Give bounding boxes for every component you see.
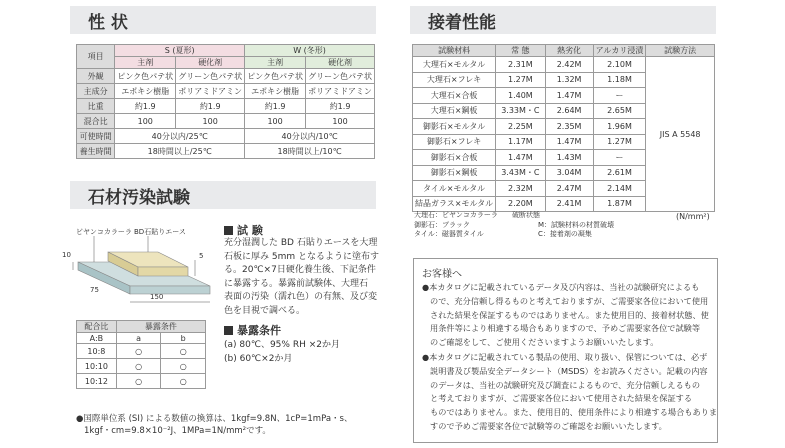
table-row: [77, 344, 206, 359]
b-header: b: [161, 333, 206, 344]
table-cell: 100: [245, 114, 306, 129]
table-row: [77, 99, 375, 114]
table-cell: 3.33M・C: [496, 103, 545, 119]
row-label: 外観: [77, 69, 115, 84]
text-line: M：試験材料の材質破壊: [538, 220, 615, 229]
notice-title: お客様へ: [422, 269, 462, 280]
dim-10: 10: [62, 251, 71, 259]
table-cell: ピンク色パテ状: [115, 69, 176, 84]
text-line: ●本カタログに記載されているデータ及び内容は、当社の試験研究によるも: [422, 282, 700, 292]
row-label: 主成分: [77, 84, 115, 99]
table-cell: 約1.9: [245, 99, 306, 114]
table-cell: ピンク色パテ状: [245, 69, 306, 84]
table-cell: 10:8: [77, 344, 117, 359]
table-cell: 1.96M: [593, 119, 646, 135]
row-label: 混合比: [77, 114, 115, 129]
text-line: された結果を保証するものではありません。また使用目的、接着材状態、使: [430, 309, 709, 320]
stain-result-table: [76, 320, 206, 389]
table-cell: 100: [306, 114, 375, 129]
text-line: のご確認をして、ご使用くださいますようお願いいたします。: [430, 337, 659, 348]
table-cell: エポキシ樹脂: [115, 84, 176, 99]
table-cell: ー: [593, 150, 646, 166]
table-cell: 2.20M: [496, 196, 545, 212]
adhesion-table: [412, 44, 715, 212]
table-row: [77, 84, 375, 99]
table-row: [77, 374, 206, 389]
table-cell: 1.47M: [545, 134, 593, 150]
table-cell: 2.64M: [545, 103, 593, 119]
properties-title: 性 状: [88, 12, 128, 33]
table-cell: 御影石×モルタル: [413, 119, 496, 135]
sub-hardener-s: 硬化剤: [176, 57, 245, 69]
dim-150: 150: [150, 293, 164, 301]
section-header-stain: [70, 181, 376, 209]
text-line: 破断状態: [512, 211, 540, 219]
table-cell: 2.42M: [545, 57, 593, 73]
table-row: [77, 359, 206, 374]
dim-5: 5: [199, 252, 204, 260]
ab-header: A:B: [77, 333, 117, 344]
text-line: 説明書及び製品安全データシート（MSDS）をお読みください。記載の内容: [430, 365, 708, 376]
table-cell: 2.32M: [496, 181, 545, 197]
table-cell: 40分以内/10℃: [245, 129, 375, 144]
text-line: 御影石：ブラック: [414, 220, 470, 229]
sub-main-w: 主剤: [245, 57, 306, 69]
table-cell: 2.31M: [496, 57, 545, 73]
table-cell: 大理石×合板: [413, 88, 496, 104]
table-cell: 2.47M: [545, 181, 593, 197]
text-line: と考えておりますが、ご需要家各位において使用された結果を保証する: [430, 393, 693, 404]
sub-main-s: 主剤: [115, 57, 176, 69]
text-line: C：接着剤の凝集: [538, 230, 592, 238]
table-cell: ○: [116, 359, 161, 374]
text-line: ●本カタログに記載されている製品の使用、取り扱い、保管については、必ず: [422, 352, 708, 362]
table-cell: 御影石×フレキ: [413, 134, 496, 150]
adhesion-unit: (N/mm²): [676, 212, 710, 221]
table-cell: 大理石×鋼板: [413, 103, 496, 119]
table-cell: 1.27M: [593, 134, 646, 150]
hdr-material: 試験材料: [413, 45, 496, 57]
table-cell: エポキシ樹脂: [245, 84, 306, 99]
a-header: a: [116, 333, 161, 344]
table-cell: 御影石×合板: [413, 150, 496, 166]
table-cell: 1.17M: [496, 134, 545, 150]
hdr-heat: 熱劣化: [545, 45, 593, 57]
test-description: [224, 237, 384, 318]
si-note: [76, 413, 352, 437]
table-row: [77, 129, 375, 144]
table-cell: 1.40M: [496, 88, 545, 104]
table-cell: 1.43M: [545, 150, 593, 166]
table-cell: 2.14M: [593, 181, 646, 197]
table-cell: 3.04M: [545, 165, 593, 181]
table-cell: ポリアミドアミン: [176, 84, 245, 99]
table-cell: 2.25M: [496, 119, 545, 135]
section-header-properties: [70, 6, 376, 34]
text-line: 用条件等により相違する場合もありますので、予めご需要家各位で試験等: [430, 323, 701, 334]
table-cell: タイル×モルタル: [413, 181, 496, 197]
adhesion-title: 接着性能: [428, 12, 496, 33]
label-stone: ビヤンコカラーラ: [76, 228, 132, 236]
text-line: ●国際単位系 (SI) による数値の換算は、1kgf=9.8N、1cP=1mPa・s、: [76, 414, 353, 424]
section-header-adhesion: [410, 6, 716, 34]
table-cell: 40分以内/25℃: [115, 129, 245, 144]
row-label: 養生時間: [77, 144, 115, 159]
table-cell: 1.87M: [593, 196, 646, 212]
hdr-normal: 常 態: [496, 45, 545, 57]
mix-header: 配合比: [77, 321, 117, 333]
table-cell: 御影石×鋼板: [413, 165, 496, 181]
table-cell: 10:10: [77, 359, 117, 374]
table-row: [413, 57, 715, 73]
text-line: に暴露する。暴露前試験体、大理石: [224, 278, 369, 289]
text-line: ので、充分信頼し得るものと考えておりますが、ご需要家各位において使用: [430, 295, 709, 306]
legend-materials: [414, 211, 498, 240]
s-group-header: S (夏形): [115, 45, 245, 57]
table-cell: 約1.9: [306, 99, 375, 114]
text-line: ものではありません。また、使用目的、使用条件により相違する場合もありま: [430, 407, 718, 418]
table-cell: 約1.9: [115, 99, 176, 114]
table-cell: 2.65M: [593, 103, 646, 119]
table-cell: ○: [161, 374, 206, 389]
test-heading: [224, 222, 263, 238]
table-cell: 1.27M: [496, 72, 545, 88]
table-cell: 大理石×モルタル: [413, 57, 496, 73]
table-cell: 1.47M: [545, 88, 593, 104]
text-line: 表面の汚染（濡れ色）の有無、及び変: [224, 292, 378, 302]
table-cell: ○: [116, 344, 161, 359]
notice-para2: [422, 351, 717, 434]
table-cell: 100: [176, 114, 245, 129]
properties-table: [76, 44, 375, 159]
table-cell: ポリアミドアミン: [306, 84, 375, 99]
text-line: のデータは、当社の試験研究及び調査によるもので、充分信頼しえるもの: [430, 379, 701, 390]
table-cell: 1.18M: [593, 72, 646, 88]
table-cell: 3.43M・C: [496, 165, 545, 181]
hdr-method: 試験方法: [646, 45, 715, 57]
row-label: 可使時間: [77, 129, 115, 144]
cond-header: 暴露条件: [116, 321, 205, 333]
square-bullet-icon: [224, 326, 233, 335]
text-line: すので予めご需要家各位で試験等のご確認をお願いいたします。: [430, 420, 667, 431]
method-cell: JIS A 5548: [646, 57, 715, 212]
table-cell: ○: [161, 359, 206, 374]
table-cell: 1.32M: [545, 72, 593, 88]
table-cell: 2.61M: [593, 165, 646, 181]
expose-heading: [224, 322, 281, 338]
table-cell: 100: [115, 114, 176, 129]
text-line: 充分湿潤した BD 石貼りエースを大理: [224, 238, 378, 248]
table-cell: 2.10M: [593, 57, 646, 73]
table-cell: 結晶ガラス×モルタル: [413, 196, 496, 212]
notice-para1: [422, 281, 709, 350]
table-row: [77, 114, 375, 129]
label-adhesive: BD石貼りエース: [134, 228, 186, 236]
legend-failure: [512, 211, 614, 240]
hdr-alkali: アルカリ浸漬: [593, 45, 646, 57]
table-cell: 10:12: [77, 374, 117, 389]
text-line: タイル：磁器質タイル: [414, 230, 484, 238]
expose-a: (a) 80℃、95% RH ×2か月: [224, 340, 340, 350]
expose-b: (b) 60℃×2か月: [224, 354, 293, 364]
dim-75: 75: [90, 286, 99, 294]
table-cell: 18時間以上/25℃: [115, 144, 245, 159]
table-row: [77, 144, 375, 159]
table-cell: 2.41M: [545, 196, 593, 212]
text-line: 色を目視で調べる。: [224, 305, 306, 316]
square-bullet-icon: [224, 226, 233, 235]
text-line: 試 験: [237, 224, 263, 237]
table-cell: 1.47M: [496, 150, 545, 166]
text-line: 1kgf・cm=9.8×10⁻²J、1MPa=1N/mm²です。: [84, 426, 271, 436]
table-cell: 2.35M: [545, 119, 593, 135]
text-line: 暴露条件: [237, 324, 281, 337]
stain-title: 石材汚染試験: [88, 187, 190, 208]
col-item: 項目: [77, 45, 115, 69]
text-line: る。20℃×7日硬化養生後、下記条件: [224, 265, 376, 275]
table-cell: ○: [116, 374, 161, 389]
table-cell: グリーン色パテ状: [176, 69, 245, 84]
sub-hardener-w: 硬化剤: [306, 57, 375, 69]
table-cell: 大理石×フレキ: [413, 72, 496, 88]
text-line: 大理石：ビヤンコカラーラ: [414, 211, 498, 219]
table-cell: 約1.9: [176, 99, 245, 114]
table-cell: ー: [593, 88, 646, 104]
notice-box: [413, 258, 718, 443]
w-group-header: W (冬形): [245, 45, 375, 57]
row-label: 比重: [77, 99, 115, 114]
text-line: 石板に厚み 5mm となるように塗布す: [224, 251, 379, 262]
table-cell: グリーン色パテ状: [306, 69, 375, 84]
table-cell: ○: [161, 344, 206, 359]
table-row: [77, 69, 375, 84]
table-cell: 18時間以上/10℃: [245, 144, 375, 159]
